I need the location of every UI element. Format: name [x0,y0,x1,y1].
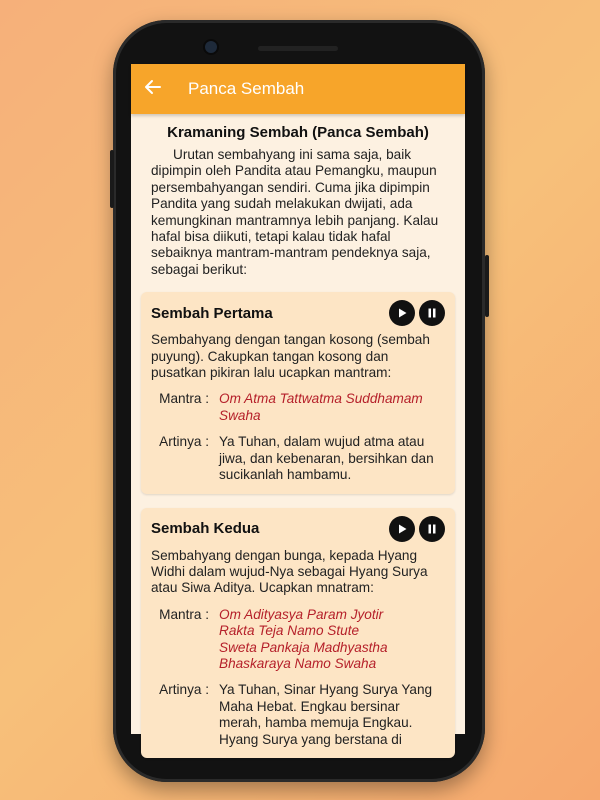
page-title: Kramaning Sembah (Panca Sembah) [167,124,429,141]
content-scroll[interactable] [131,114,465,758]
app-bar [131,64,465,114]
front-camera [205,41,217,53]
artinya-label: Artinya : [159,682,209,698]
speaker-grille [258,46,338,51]
section-description: Sembahyang dengan tangan kosong (sembah puyung). Cakupkan tangan kosong dan pusatkan pikiran lalu ucapkan mantram: [151,332,430,381]
volume-button [110,150,114,208]
app-bar-title: Panca Sembah [188,79,305,98]
mantra-text: Om Atma Tattwatma Suddhamam Swaha [219,391,423,423]
intro-text: Urutan sembahyang ini sama saja, baik dipimpin oleh Pandita atau Pemangku, maupun persembahyangan sendiri. Cuma jika dipimpin Pandita yang sudah melakukan dwijati, ada kemungkinan mantramnya lebih panjang. Kalau hafal bisa diikuti, tetapi kalau tidak hafal sebaiknya mantram-mantram pendeknya saja, sebagai berikut: [151,147,439,277]
app-screen [131,64,465,747]
section-title: Sembah Kedua [151,520,260,537]
arrow-left-icon[interactable] [133,76,173,102]
play-icon[interactable] [389,300,415,326]
section-card-sembah-kedua [141,508,455,758]
mantra-label: Mantra : [159,391,209,407]
artinya-text: Ya Tuhan, dalam wujud atma atau jiwa, dan kebenaran, bersihkan dan sucikanlah hambamu. [219,434,434,483]
pause-icon[interactable] [419,516,445,542]
section-title: Sembah Pertama [151,304,273,322]
section-card-sembah-pertama [141,292,455,493]
artinya-label: Artinya : [159,434,209,450]
power-button [485,255,489,317]
section-description: Sembahyang dengan bunga, kepada Hyang Widhi dalam wujud-Nya sebagai Hyang Surya atau Siwa Aditya. Ucapkan mnatram: [151,547,428,596]
mantra-label: Mantra : [159,606,209,622]
pause-icon[interactable] [419,300,445,326]
mantra-text: Om Adityasya Param Jyotir Rakta Teja Namo Stute Sweta Pankaja Madhyastha Bhaskaraya Namo Swaha [219,606,388,671]
artinya-text: Ya Tuhan, Sinar Hyang Surya Yang Maha Hebat. Engkau bersinar merah, hamba memuja Engkau. Hyang Surya yang berstana di [219,682,433,747]
play-icon[interactable] [389,516,415,542]
